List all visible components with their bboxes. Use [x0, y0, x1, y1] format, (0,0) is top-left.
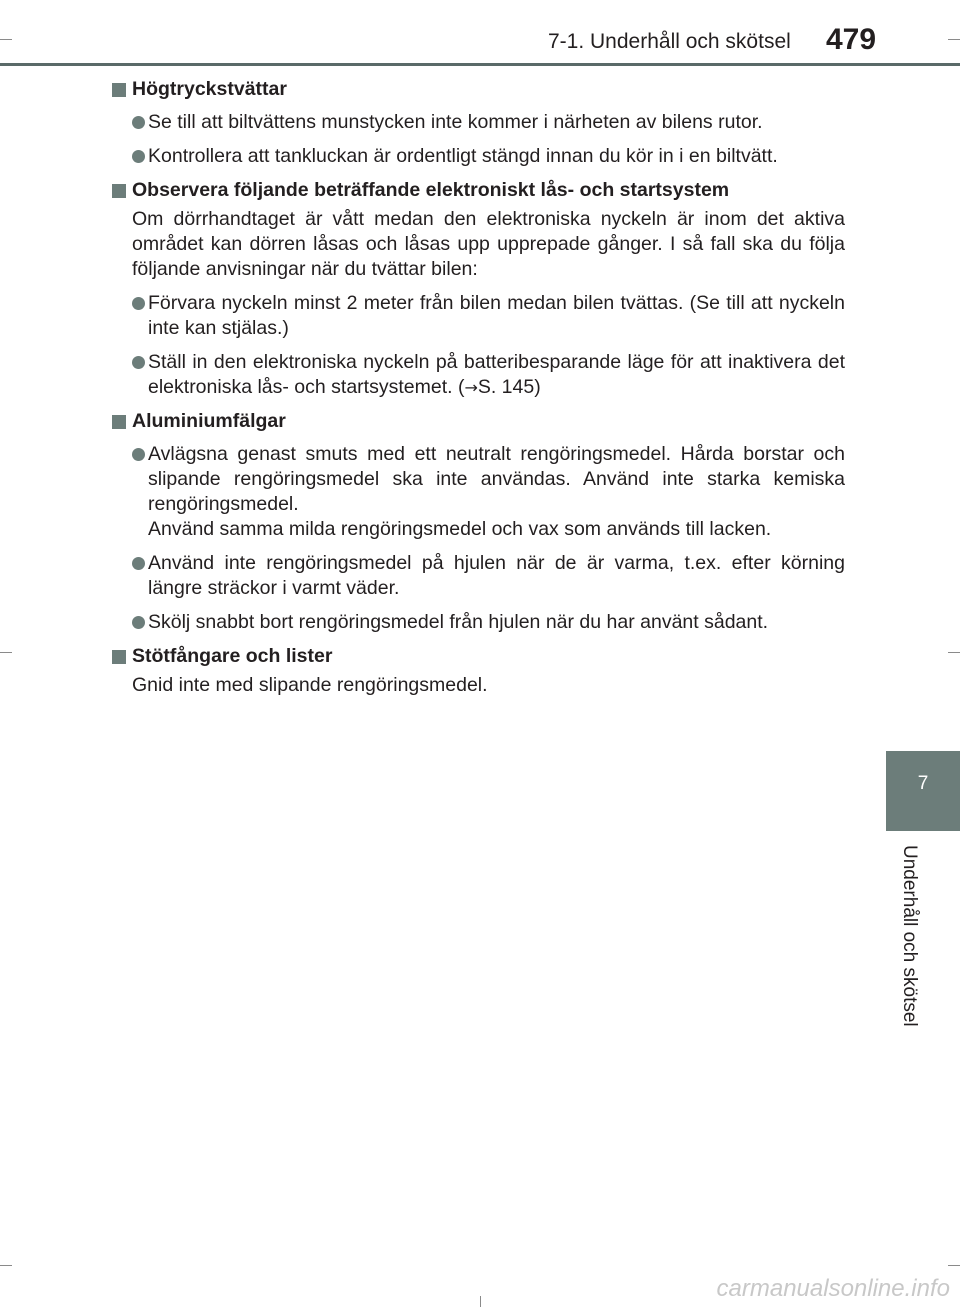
crop-mark — [948, 652, 960, 653]
list-item: Avlägsna genast smuts med ett neutralt rengöringsmedel. Hårda borstar och slipande rengöringsmedel ska inte användas. Använd inte starka kemiska rengöringsmedel. Använd samma milda rengöringsmedel och vax som används till lacken. — [112, 442, 845, 542]
watermark: carmanualsonline.info — [716, 1275, 950, 1302]
chapter-title: Underhåll och skötsel — [899, 845, 920, 1027]
section-heading: Observera följande beträffande elektroniskt lås- och startsystem — [112, 178, 845, 203]
page-reference: S. 145) — [477, 376, 541, 398]
round-bullet-icon — [132, 356, 145, 369]
section-heading: Aluminiumfälgar — [112, 409, 845, 434]
page-reference-arrow-icon: → — [464, 378, 478, 397]
section-bumpers — [112, 644, 845, 698]
list-item: Förvara nyckeln minst 2 meter från bilen medan bilen tvättas. (Se till att nyckeln inte kan stjälas.) — [112, 291, 845, 341]
section-aluminium-rims — [112, 409, 845, 635]
header-section-title: 7-1. Underhåll och skötsel — [548, 30, 791, 53]
section-heading: Högtryckstvättar — [112, 77, 845, 102]
square-bullet-icon — [112, 83, 126, 97]
square-bullet-icon — [112, 184, 126, 198]
page-number: 479 — [826, 23, 877, 56]
list-item: Se till att biltvättens munstycken inte kommer i närheten av bilens rutor. — [112, 110, 845, 135]
round-bullet-icon — [132, 557, 145, 570]
header-rule — [0, 63, 960, 66]
round-bullet-icon — [132, 616, 145, 629]
page-header — [0, 0, 960, 66]
round-bullet-icon — [132, 297, 145, 310]
crop-mark — [480, 1296, 481, 1307]
list-item: Kontrollera att tankluckan är ordentligt stängd innan du kör in i en biltvätt. — [112, 144, 845, 169]
section-electronic-lock — [112, 178, 845, 400]
list-item: Ställ in den elektroniska nyckeln på batteribesparande läge för att inaktivera det elektroniska lås- och startsystemet. (→S. 145) — [112, 350, 845, 400]
list-item: Skölj snabbt bort rengöringsmedel från hjulen när du har använt sådant. — [112, 610, 845, 635]
round-bullet-icon — [132, 116, 145, 129]
round-bullet-icon — [132, 150, 145, 163]
section-paragraph: Gnid inte med slipande rengöringsmedel. — [132, 674, 488, 696]
list-item: Använd inte rengöringsmedel på hjulen när de är varma, t.ex. efter körning längre sträckor i varmt väder. — [112, 551, 845, 601]
crop-mark — [0, 652, 12, 653]
section-pressure-washers — [112, 77, 845, 169]
chapter-tab — [886, 751, 960, 831]
section-heading: Stötfångare och lister — [112, 644, 845, 669]
crop-mark — [0, 1265, 12, 1266]
square-bullet-icon — [112, 415, 126, 429]
round-bullet-icon — [132, 448, 145, 461]
crop-mark — [948, 1265, 960, 1266]
main-content — [112, 77, 845, 707]
section-paragraph: Om dörrhandtaget är vått medan den elektroniska nyckeln är inom det aktiva området kan dörren låsas och låsas upp upprepade gånger. I så fall ska du följa följande anvisningar när du tvättar bilen: — [132, 208, 845, 280]
chapter-number: 7 — [917, 773, 929, 794]
square-bullet-icon — [112, 650, 126, 664]
